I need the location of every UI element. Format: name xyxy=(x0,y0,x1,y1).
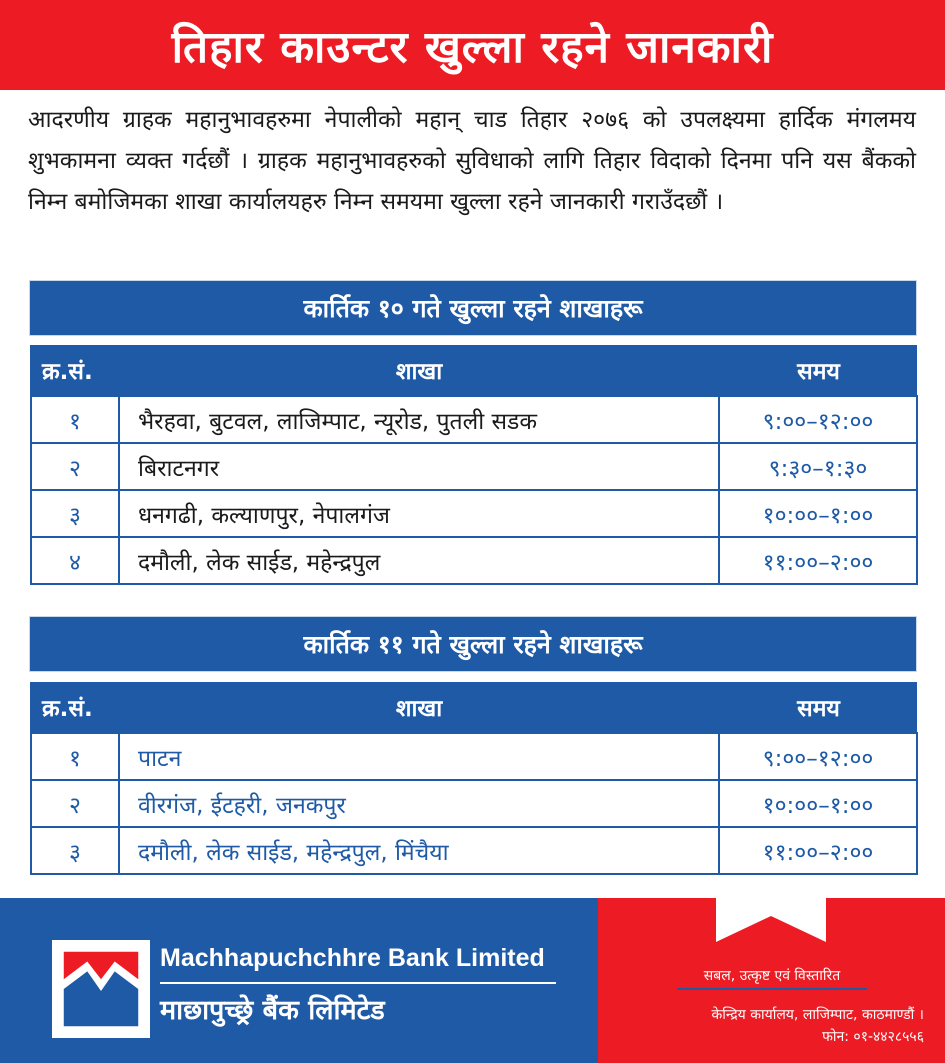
row-time: ९:००–१२:०० xyxy=(719,733,917,780)
bank-motto: सबल, उत्कृष्ट एवं विस्तारित xyxy=(703,968,841,984)
row-branches: बिराटनगर xyxy=(119,443,719,490)
table-row xyxy=(31,780,917,827)
column-header-time: समय xyxy=(719,682,917,733)
row-serial: १ xyxy=(31,733,119,780)
row-time: ११:००–२:०० xyxy=(719,537,917,584)
row-time: १०:००–१:०० xyxy=(719,490,917,537)
motto-block xyxy=(612,958,932,998)
office-address: केन्द्रिय कार्यालय, लाजिम्पाट, काठमाण्डौं । xyxy=(711,1007,924,1023)
table-row xyxy=(31,443,917,490)
row-serial: २ xyxy=(31,443,119,490)
column-header-branch: शाखा xyxy=(119,345,719,396)
table-header-row xyxy=(31,345,917,396)
intro-paragraph: आदरणीय ग्राहक महानुभावहरुमा नेपालीको महान् चाड तिहार २०७६ को उपलक्ष्यमा हार्दिक मंगलमय शुभकामना व्यक्त गर्दछौं । ग्राहक महानुभावहरुको सुविधाको लागि तिहार विदाको दिनमा पनि यस बैंकको निम्न बमोजिमका शाखा कार्यालयहरु निम्न समयमा खुल्ला रहने जानकारी गराउँदछौं । xyxy=(28,107,916,215)
bookmark-ribbon-icon xyxy=(716,898,826,942)
mountain-peak-logo-icon xyxy=(52,940,150,1038)
table-header-row xyxy=(31,682,917,733)
bank-name-divider xyxy=(160,982,556,984)
branch-table-kartik-11 xyxy=(30,682,918,875)
row-time: ११:००–२:०० xyxy=(719,827,917,874)
row-branches: पाटन xyxy=(119,733,719,780)
table-row xyxy=(31,537,917,584)
column-header-branch: शाखा xyxy=(119,682,719,733)
row-time: ९:३०–१:३० xyxy=(719,443,917,490)
row-time: १०:००–१:०० xyxy=(719,780,917,827)
row-branches: वीरगंज, ईटहरी, जनकपुर xyxy=(119,780,719,827)
bank-name-nepali: माछापुच्छ्रे बैंक लिमिटेड xyxy=(160,995,385,1026)
row-branches: दमौली, लेक साईड, महेन्द्रपुल xyxy=(119,537,719,584)
office-address-block xyxy=(606,1004,924,1048)
row-time: ९:००–१२:०० xyxy=(719,396,917,443)
row-serial: ४ xyxy=(31,537,119,584)
row-branches: भैरहवा, बुटवल, लाजिम्पाट, न्यूरोड, पुतली सडक xyxy=(119,396,719,443)
column-header-serial: क्र.सं. xyxy=(31,682,119,733)
row-serial: २ xyxy=(31,780,119,827)
notice-title-bar xyxy=(0,0,945,90)
column-header-serial: क्र.सं. xyxy=(31,345,119,396)
section-heading-kartik-10: कार्तिक १० गते खुल्ला रहने शाखाहरू xyxy=(30,281,916,335)
section-heading-kartik-11: कार्तिक ११ गते खुल्ला रहने शाखाहरू xyxy=(30,617,916,671)
notice-title: तिहार काउन्टर खुल्ला रहने जानकारी xyxy=(171,22,774,73)
table-row xyxy=(31,827,917,874)
row-serial: १ xyxy=(31,396,119,443)
bank-name-english: Machhapuchchhre Bank Limited xyxy=(160,944,545,972)
motto-underline xyxy=(677,988,867,990)
office-phone: फोन: ०१-४४२८५५६ xyxy=(822,1029,924,1045)
table-row xyxy=(31,490,917,537)
table-row xyxy=(31,396,917,443)
table-row xyxy=(31,733,917,780)
branch-table-kartik-10 xyxy=(30,345,918,585)
row-branches: दमौली, लेक साईड, महेन्द्रपुल, मिंचैया xyxy=(119,827,719,874)
row-serial: ३ xyxy=(31,490,119,537)
column-header-time: समय xyxy=(719,345,917,396)
row-branches: धनगढी, कल्याणपुर, नेपालगंज xyxy=(119,490,719,537)
row-serial: ३ xyxy=(31,827,119,874)
